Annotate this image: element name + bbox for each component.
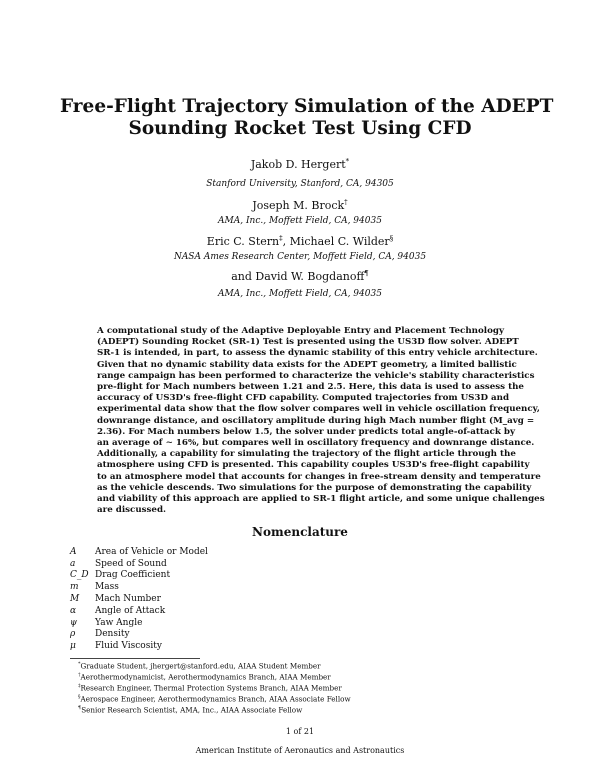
- abstract-line: pre-flight for Mach numbers between 1.21 and 2.5. Here, this data is used to assess the: [97, 382, 524, 393]
- footnote: [78, 704, 538, 715]
- abstract-line: 2.36). For Mach numbers below 1.5, the solver under predicts total angle-of-attack by: [97, 426, 516, 437]
- abstract-line: experimental data show that the flow solver compares well in vehicle oscillation frequency,: [97, 404, 540, 415]
- author-name: Joseph M. Brock: [252, 199, 345, 212]
- footnote-mark: ¶: [364, 269, 369, 278]
- footnote: [78, 693, 538, 704]
- author-name: Eric C. Stern: [206, 235, 280, 248]
- nomenclature-symbol: α: [70, 605, 77, 616]
- author-4: [0, 270, 600, 284]
- nomenclature-item: [70, 640, 370, 652]
- footnote-mark: *: [78, 661, 81, 667]
- nomenclature-item: [70, 617, 370, 629]
- nomenclature-symbol: M: [70, 594, 80, 605]
- footnote: [78, 660, 538, 671]
- footnote-text: Graduate Student, jhergert@stanford.edu, AIAA Student Member: [80, 661, 321, 671]
- footnote-mark: §: [389, 234, 394, 243]
- abstract-line: Given that no dynamic stability data exists for the ADEPT geometry, a limited ballistic: [97, 359, 517, 370]
- nomenclature-definition: Density: [95, 629, 130, 640]
- nomenclature-item: [70, 546, 370, 558]
- abstract-line: (ADEPT) Sounding Rocket (SR-1) Test is presented using the US3D flow solver. ADEPT: [97, 337, 519, 348]
- abstract-line: atmosphere using CFD is presented. This capability couples US3D's free-flight capability: [97, 460, 530, 471]
- affiliation-1: Stanford University, Stanford, CA, 94305: [206, 179, 394, 189]
- footnote-text: Aerospace Engineer, Aerothermodynamics Branch, AIAA Associate Fellow: [80, 694, 351, 704]
- affiliation-3: NASA Ames Research Center, Moffett Field, CA, 94035: [173, 252, 427, 262]
- nomenclature-item: [70, 581, 370, 593]
- nomenclature-item: [70, 593, 370, 605]
- nomenclature-definition: Mach Number: [95, 594, 161, 605]
- author-name: and David W. Bogdanoff: [231, 270, 365, 283]
- nomenclature-symbol: μ: [70, 641, 76, 652]
- footnote-mark: †: [344, 198, 348, 207]
- abstract-line: SR-1 is intended, in part, to assess the dynamic stability of this entry vehicle architecture.: [97, 348, 538, 359]
- nomenclature-symbol: ρ: [70, 629, 76, 640]
- author-1: [0, 158, 600, 172]
- nomenclature-definition: Yaw Angle: [95, 617, 143, 628]
- abstract-line: as the vehicle descends. Two simulations for the purpose of demonstrating the capability: [97, 482, 532, 493]
- nomenclature-item: [70, 558, 370, 570]
- abstract-line: A computational study of the Adaptive Deployable Entry and Placement Technology: [97, 326, 504, 336]
- footnote-rule: [70, 658, 200, 659]
- nomenclature-definition: Angle of Attack: [95, 605, 166, 616]
- nomenclature-definition: Drag Coefficient: [95, 570, 171, 581]
- footnote-text: Research Engineer, Thermal Protection Systems Branch, AIAA Member: [80, 683, 342, 693]
- nomenclature-symbol: A: [70, 546, 77, 557]
- affiliation-2: AMA, Inc., Moffett Field, CA, 94035: [218, 216, 382, 226]
- footnote: [78, 671, 538, 682]
- abstract-line: to an atmosphere model that accounts for changes in free-stream density and temperature: [97, 471, 541, 482]
- abstract: [97, 326, 545, 516]
- nomenclature-item: [70, 605, 370, 617]
- nomenclature-definition: Mass: [95, 582, 119, 593]
- title-line-2: Sounding Rocket Test Using CFD: [128, 118, 472, 139]
- nomenclature-heading: Nomenclature: [252, 525, 348, 539]
- footnote-mark: †: [78, 671, 81, 678]
- author-name: Michael C. Wilder: [289, 235, 390, 248]
- nomenclature-definition: Area of Vehicle or Model: [95, 546, 208, 557]
- nomenclature-symbol: m: [70, 582, 79, 593]
- title-line-1: Free-Flight Trajectory Simulation of the ADEPT: [60, 96, 554, 117]
- affiliation-4: AMA, Inc., Moffett Field, CA, 94035: [218, 289, 382, 299]
- footnote: [78, 682, 538, 693]
- journal-footer: American Institute of Aeronautics and Astronautics: [195, 746, 405, 755]
- nomenclature-definition: Speed of Sound: [95, 558, 167, 569]
- nomenclature-symbol: ψ: [70, 617, 78, 628]
- nomenclature-item: [70, 570, 370, 582]
- footnote-mark: *: [345, 157, 350, 166]
- nomenclature-list: [70, 546, 370, 652]
- nomenclature-symbol: C_D: [70, 570, 89, 581]
- footnote-text: Senior Research Scientist, AMA, Inc., AIAA Associate Fellow: [81, 705, 303, 715]
- abstract-line: range campaign has been performed to characterize the vehicle's stability characteristics: [97, 370, 535, 381]
- footnotes: [78, 660, 538, 715]
- footnote-mark: ‡: [279, 234, 283, 243]
- nomenclature-symbol: a: [70, 558, 76, 569]
- abstract-line: accuracy of US3D's free-flight CFD capability. Computed trajectories from US3D and: [97, 393, 510, 404]
- author-2: [0, 199, 600, 213]
- nomenclature-item: [70, 629, 370, 641]
- footnote-mark: ‡: [78, 682, 81, 689]
- paper-title: [60, 96, 554, 140]
- footnote-text: Aerothermodynamicist, Aerothermodynamics Branch, AIAA Member: [80, 672, 331, 682]
- abstract-line: downrange distance, and oscillatory amplitude during high Mach number flight (M_avg =: [97, 415, 535, 426]
- abstract-line: and viability of this approach are applied to SR-1 flight article, and some unique challenges: [97, 494, 545, 505]
- abstract-line: an average of ∼ 16%, but compares well in oscillatory frequency and downrange distance.: [97, 438, 535, 449]
- abstract-line: Additionally, a capability for simulating the trajectory of the flight article through the: [97, 449, 516, 460]
- page-number: 1 of 21: [285, 727, 315, 736]
- author-3: Eric C. Stern‡, Michael C. Wilder§: [206, 234, 394, 248]
- footnote-mark: §: [78, 693, 81, 700]
- footnote-mark: ¶: [78, 704, 82, 711]
- author-name: Jakob D. Hergert: [250, 158, 346, 171]
- abstract-line: are discussed.: [97, 505, 167, 516]
- nomenclature-definition: Fluid Viscosity: [95, 641, 162, 652]
